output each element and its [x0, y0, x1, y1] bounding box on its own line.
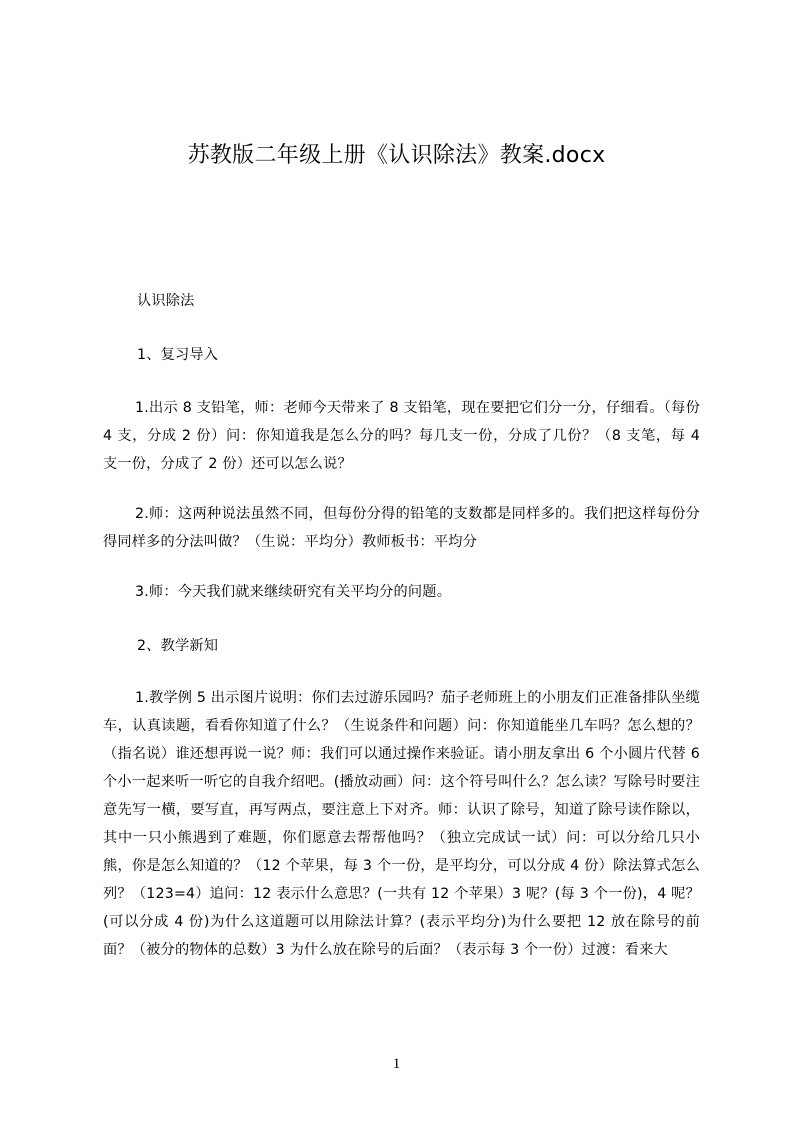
paragraph: 1.教学例 5 出示图片说明：你们去过游乐园吗？茄子老师班上的小朋友们正准备排队坐缆车，认真读题，看看你知道了什么？（生说条件和问题）问：你知道能坐几车吗？怎么想的？（指名说）谁还想再说一说？师：我们可以通过操作来验证。请小朋友拿出 6 个小圆片代替 6 个小一起来听一听它的自我介绍吧。(播放动画）问：这个符号叫什么？怎么读？写除号时要注意先写一横，要写直，再写两点，要注意上下对齐。师：认识了除号，知道了除号读作除以，其中一只小熊遇到了难题，你们愿意去帮帮他吗？（独立完成试一试）问：可以分给几只小熊，你是怎么知道的？（12 个苹果，每 3 个一份，是平均分，可以分成 4 份）除法算式怎么列？（123=4）追问：12 表示什么意思？(一共有 12 个苹果）3 呢？(每 3 个一份)，4 呢？(可以分成 4 份)为什么这道题可以用除法计算？(表示平均分)为什么要把 12 放在除号的前面？（被分的物体的总数）3 为什么放在除号的后面？（表示每 3 个一份）过渡：看来大 — [103, 690, 700, 958]
paragraph: 1.出示 8 支铅笔，师：老师今天带来了 8 支铅笔，现在要把它们分一分，仔细看。（每份 4 支，分成 2 份）问：你知道我是怎么分的吗？每几支一份，分成了几份？（8 支笔，每 4 支一份，分成了 2 份）还可以怎么说？ — [103, 400, 700, 472]
section-1-paragraph-1-block — [103, 394, 700, 478]
lesson-title-block — [103, 287, 700, 315]
lesson-title: 认识除法 — [137, 293, 195, 309]
page-number: 1 — [392, 1056, 401, 1072]
paragraph: 3.师：今天我们就来继续研究有关平均分的问题。 — [135, 584, 452, 600]
section-1-paragraph-3-block — [103, 578, 700, 606]
section-1-heading: 1、复习导入 — [137, 347, 219, 363]
section-2-paragraph-1-block — [103, 684, 700, 964]
section-2-heading: 2、教学新知 — [137, 638, 219, 654]
section-2-heading-block — [103, 632, 700, 660]
section-1-paragraph-2-block — [103, 500, 700, 556]
section-1-heading-block — [103, 341, 700, 369]
document-title: 苏教版二年级上册《认识除法》教案.docx — [187, 143, 606, 168]
paragraph: 2.师：这两种说法虽然不同，但每份分得的铅笔的支数都是同样多的。我们把这样每份分得同样多的分法叫做？（生说：平均分）教师板书：平均分 — [103, 506, 700, 550]
